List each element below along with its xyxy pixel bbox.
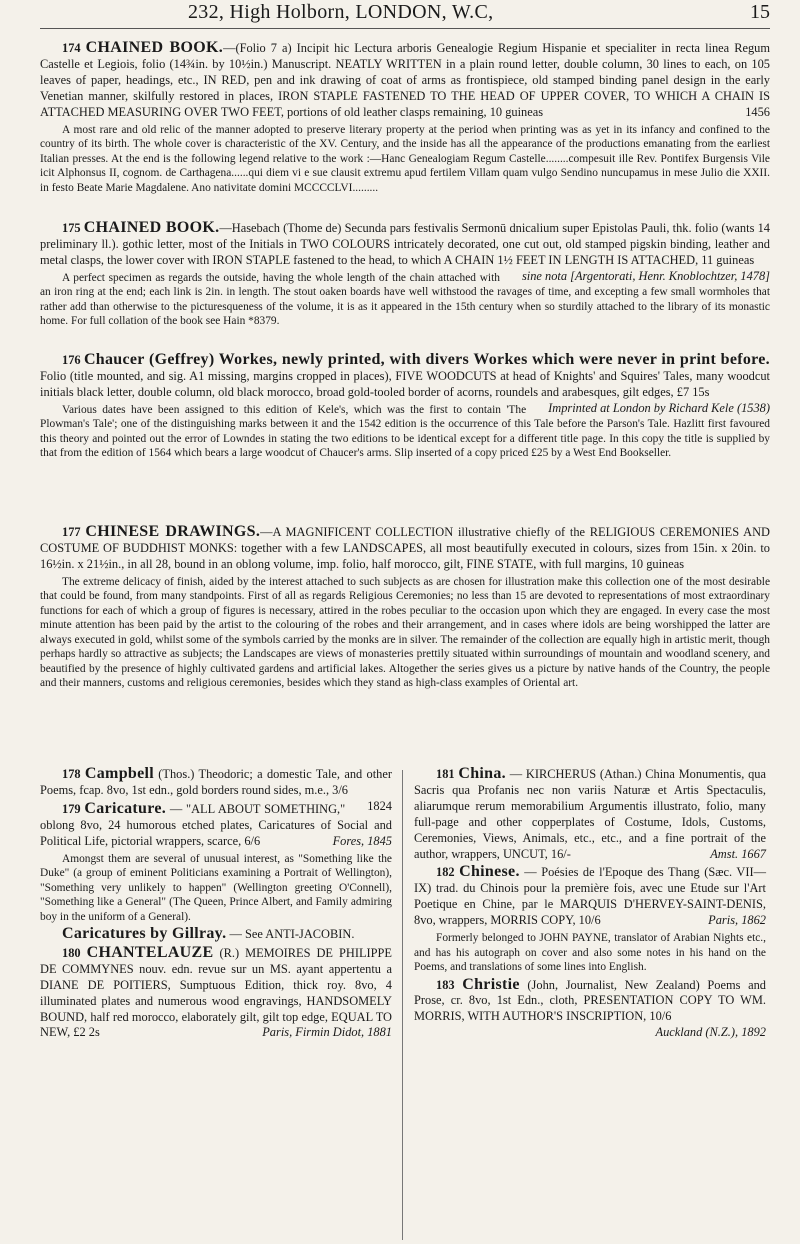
entry-note: A perfect specimen as regards the outside, having the whole length of the chain attached with an iron ring at the end; each link is 2in. in length. The stout oaken boards have well withstood the ravages of time, and excepting a few small wormholes that rather add than otherwise to the picturesqueness of the volume, it is as it appeared in the 15th century when so sturdily attached to the library of its monastic home. For full collation of the book see Hain *8379. bbox=[40, 271, 770, 328]
entry-note: Various dates have been assigned to this edition of Kele's, which was the first to contain 'The Plowman's Tale'; one of the distinguishing marks between it and the 1542 edition is the occurrence of this Tale before the Parson's Tale. Hazlitt first favoured this theory and pointed out the error of Lowndes in stating the two editions to be identical except for a different title page. In this copy the title is supplied by that from the edition of 1564 which bears a large woodcut of Chaucer's arms. Slip inserted of a copy priced £25 by a West End Bookseller. bbox=[40, 403, 770, 460]
entry-date: 1456 bbox=[745, 104, 770, 119]
entry-heading: Chaucer (Geffrey) Workes, newly printed, with divers Workes which were never in print before. bbox=[83, 351, 770, 368]
header-address: 232, High Holborn, LONDON, W.C, bbox=[188, 1, 494, 23]
entry-175 bbox=[40, 220, 770, 331]
entry-176 bbox=[40, 352, 770, 463]
entry-number: 176 bbox=[62, 353, 81, 367]
entry-date: Imprinted at London by Richard Kele (1538) bbox=[548, 400, 770, 415]
entry-date: Paris, Firmin Didot, 1881 bbox=[262, 1025, 392, 1040]
header-rule bbox=[40, 28, 770, 29]
entry-body: —(Folio 7 a) Incipit hic Lectura arboris Genealogie Regium Hispanie et specialiter in recta linea Regum Castelle et Legiois, folio (14¾in. by 10½in.) Manuscript. NEATLY WRITTEN in a plain round letter, double column, 30 lines to each, on 105 leaves of paper, headings, etc., IN RED, pen and ink drawing of coat of arms as frontispiece, old stamped binding panel design in the early Venetian manner, skilfully restored in places, IRON STAPLE FASTENED TO THE HEAD OF UPPER COVER, TO WHICH A CHAIN IS ATTACHED MEASURING OVER TWO FEET, portions of old leather clasps remaining, 10 guineas bbox=[40, 41, 770, 119]
entry-body: — See ANTI-JACOBIN. bbox=[229, 927, 355, 942]
entry-heading: CHANTELAUZE bbox=[86, 943, 214, 961]
entry-180: 180 CHANTELAUZE (R.) MEMOIRES DE PHILIPPE DE COMMYNES nouv. edn. revue sur un MS. ayant appertentu a DIANE DE POITIERS, Sumptuous Edition, thick roy. 8vo, 4 illuminated plates and numerous wood engravings, HANDSOMELY BOUND, half red morocco, elaborately gilt, gilt top edge, EQUAL TO NEW, £2 2s Paris, Firmin Didot, 1881 bbox=[40, 943, 392, 1040]
entry-date: Paris, 1862 bbox=[708, 913, 766, 928]
left-column bbox=[40, 766, 392, 1043]
entry-body: (Thos.) Theodoric; a domestic Tale, and other Poems, fcap. 8vo, 1st edn., gold borders round sides, m.e., 3/6 bbox=[40, 767, 392, 797]
right-column bbox=[414, 766, 766, 1041]
catalogue-page bbox=[40, 0, 770, 1244]
entry-body: — "ALL ABOUT SOMETHING," oblong 8vo, 24 humorous etched plates, Caricatures of Social and Political Life, pictorial wrappers, scarce, 6/6 bbox=[40, 801, 392, 848]
page-number: 15 bbox=[750, 1, 770, 23]
entry-number: 177 bbox=[62, 525, 81, 539]
entry-heading: Caricature. bbox=[84, 799, 167, 817]
entry-heading: Chinese. bbox=[459, 863, 520, 881]
entry-number: 174 bbox=[62, 41, 81, 55]
entry-date: sine nota [Argentorati, Henr. Knoblochtzer, 1478] bbox=[521, 268, 770, 283]
entry-heading: CHAINED BOOK. bbox=[85, 39, 224, 56]
entry-174 bbox=[40, 40, 770, 197]
entry-body: Folio (title mounted, and sig. A1 missing, margins cropped in places), FIVE WOODCUTS at head of Knights' and Squires' Tales, many woodcut initials black letter, double column, old black morocco, broad gold-tooled border of acorns, roundels and arabesques, gilt edges, £7 15s bbox=[40, 368, 770, 399]
page-header bbox=[40, 0, 770, 30]
entry-179: 179 Caricature. — "ALL ABOUT SOMETHING," oblong 8vo, 24 humorous etched plates, Caricatures of Social and Political Life, pictorial wrappers, scarce, 6/6 Fores, 1845 bbox=[40, 799, 392, 848]
entry-note: A most rare and old relic of the manner adopted to preserve literary property at the period when printing was as yet in its infancy and confined to the country of its birth. The whole cover is characteristic of the XV. Century, and the inside has all the appearance of the productions emanating from the earliest Italian presses. At the end is the following legend relative to the work :—Hanc Genealogiam Regum Castelle........compesuit ille Rev. Pontifex Burgensis Vile icit Alphonsus II, cognom. de Carthagena......qui diem vi e sue clausit extremu apud fertilem Villam quam vulgo Sendino nuncupamus in mese Julio die XXII. in festo Beate Marie Magdalene. Ano nativitate domini MCCCCLVI......... bbox=[40, 123, 770, 194]
entry-date: Fores, 1845 bbox=[332, 833, 392, 848]
entry-date: Auckland (N.Z.), 1892 bbox=[655, 1025, 766, 1040]
column-divider bbox=[402, 770, 403, 1240]
entry-note: Formerly belonged to JOHN PAYNE, translator of Arabian Nights etc., and has his autograph on cover and also some notes in his hand on the Poems, and translations of some lines into English. bbox=[414, 932, 766, 974]
entry-heading: China. bbox=[458, 765, 506, 782]
entry-body: (John, Journalist, New Zealand) Poems and Prose, cr. 8vo, 1st Edn., cloth, PRESENTATION COPY TO WM. MORRIS, WITH AUTHOR'S INSCRIPTION, 10/6 bbox=[414, 977, 766, 1024]
entry-caricatures-gillray bbox=[40, 926, 392, 943]
entry-183: 183 Christie (John, Journalist, New Zealand) Poems and Prose, cr. 8vo, 1st Edn., cloth, PRESENTATION COPY TO WM. MORRIS, WITH AUTHOR'S INSCRIPTION, 10/6 Auckland (N.Z.), 1892 bbox=[414, 975, 766, 1040]
entry-heading: Caricatures by Gillray. bbox=[62, 925, 227, 943]
entry-date: 1824 bbox=[367, 798, 392, 813]
entry-182: 182 Chinese. — Poésies de l'Epoque des Thang (Sæc. VII—IX) trad. du Chinois pour la première fois, avec une Etude sur l'Art Poetique en Chine, par le MARQUIS D'HERVEY-SAINT-DENIS, 8vo, wrappers, MORRIS COPY, 10/6 Paris, 1862 bbox=[414, 863, 766, 928]
entry-note: Amongst them are several of unusual interest, as "Something like the Duke" (a group of eminent Politicians examining a Portrait of Wellington), "Something very unlikely to happen" (Wellington greeting O'Connell), "Something like a General" (The Queen, Prince Albert, and Family admiring boy in the uniform of a General). bbox=[40, 852, 392, 923]
entry-number: 175 bbox=[62, 221, 81, 235]
entry-body: — Poésies de l'Epoque des Thang (Sæc. VII—IX) trad. du Chinois pour la première fois, avec une Etude sur l'Art Poetique en Chine, par le MARQUIS D'HERVEY-SAINT-DENIS, 8vo, wrappers, MORRIS COPY, 10/6 bbox=[414, 865, 766, 928]
entry-heading: Campbell bbox=[84, 765, 154, 782]
entry-178: 178 Campbell (Thos.) Theodoric; a domestic Tale, and other Poems, fcap. 8vo, 1st edn., gold borders round sides, m.e., 3/6 1824 bbox=[40, 765, 392, 813]
entry-heading: CHINESE DRAWINGS. bbox=[85, 523, 261, 540]
entry-note: The extreme delicacy of finish, aided by the interest attached to such subjects as are chosen for illustration make this collection one of the most desirable that could be found, from many standpoints. First of all as regards Religious Ceremonies; no less than 15 are devoted to representations of most extraordinary functions for each of which a group of figures is necessary, attired in the robes peculiar to the occasion upon which they are engaged. In every case the most minute attention has been paid by the artist to the colouring of the robes and their arrangement, and in cases where idols are being worshipped the latter are always executed in gold, whilst some of the symbols carried by the monks are in silver. The remainder of the collection are equally high in artistic merit, though perhaps hardly so attractive as subjects; the Landscapes are views of monasteries prettily situated within surroundings of mountain and woodland scenery, and beautified by the presence of highly cultivated gardens and artificial lakes. Altogether the series gives us a picture by native hands of the Country, the people and their manners, customs and religious ceremonies, besides which they stand as high-class examples of Oriental art. bbox=[40, 575, 770, 690]
entry-body: — KIRCHERUS (Athan.) China Monumentis, qua Sacris qua Profanis nec non variis Naturæ et Artis Spectaculis, aliarumque rerum memorabilium Argumentis illustrato, folio, many full-page and other copperplates of Costume, Idols, Customs, Ceremonies, Views, Animals, etc., etc., and a fine portrait of the author, wrappers, UNCUT, 16/- bbox=[414, 767, 766, 861]
entry-date: Amst. 1667 bbox=[710, 846, 766, 861]
entry-heading: CHAINED BOOK. bbox=[83, 219, 220, 236]
entry-181: 181 China. — KIRCHERUS (Athan.) China Monumentis, qua Sacris qua Profanis nec non variis Naturæ et Artis Spectaculis, aliarumque rerum memorabilium Argumentis illustrato, folio, many full-page and other copperplates of Costume, Idols, Customs, Ceremonies, Views, Animals, etc., etc., and a fine portrait of the author, wrappers, UNCUT, 16/- Amst. 1667 bbox=[414, 765, 766, 861]
entry-body: —A MAGNIFICENT COLLECTION illustrative chiefly of the RELIGIOUS CEREMONIES AND COSTUME OF BUDDHIST MONKS: together with a few LANDSCAPES, all most beautifully executed in colours, sizes from 15in. x 20in. to 16½in. x 21½in., in all 28, bound in an oblong volume, imp. folio, half morocco, gilt, FINE STATE, with full margins, 10 guineas bbox=[40, 525, 770, 571]
entry-heading: Christie bbox=[462, 975, 520, 993]
entry-177 bbox=[40, 524, 770, 693]
entry-body: (R.) MEMOIRES DE PHILIPPE DE COMMYNES nouv. edn. revue sur un MS. ayant appertentu a DIANE DE POITIERS, Sumptuous Edition, thick roy. 8vo, 4 illuminated plates and numerous wood engravings, HANDSOMELY BOUND, half red morocco, elaborately gilt, gilt top edge, EQUAL TO NEW, £2 2s bbox=[40, 945, 392, 1040]
entry-body: —Hasebach (Thome de) Secunda pars festivalis Sermonū dnicalium super Epistolas Pauli, thk. folio (wants 14 preliminary ll.). gothic letter, most of the Initials in TWO COLOURS intricately decorated, one cut out, old stamped pigskin binding, leather and metal clasps, the lower cover with IRON STAPLE fastened to the head, to which A CHAIN 1½ FEET IN LENGTH IS ATTACHED, 11 guineas bbox=[40, 221, 770, 267]
